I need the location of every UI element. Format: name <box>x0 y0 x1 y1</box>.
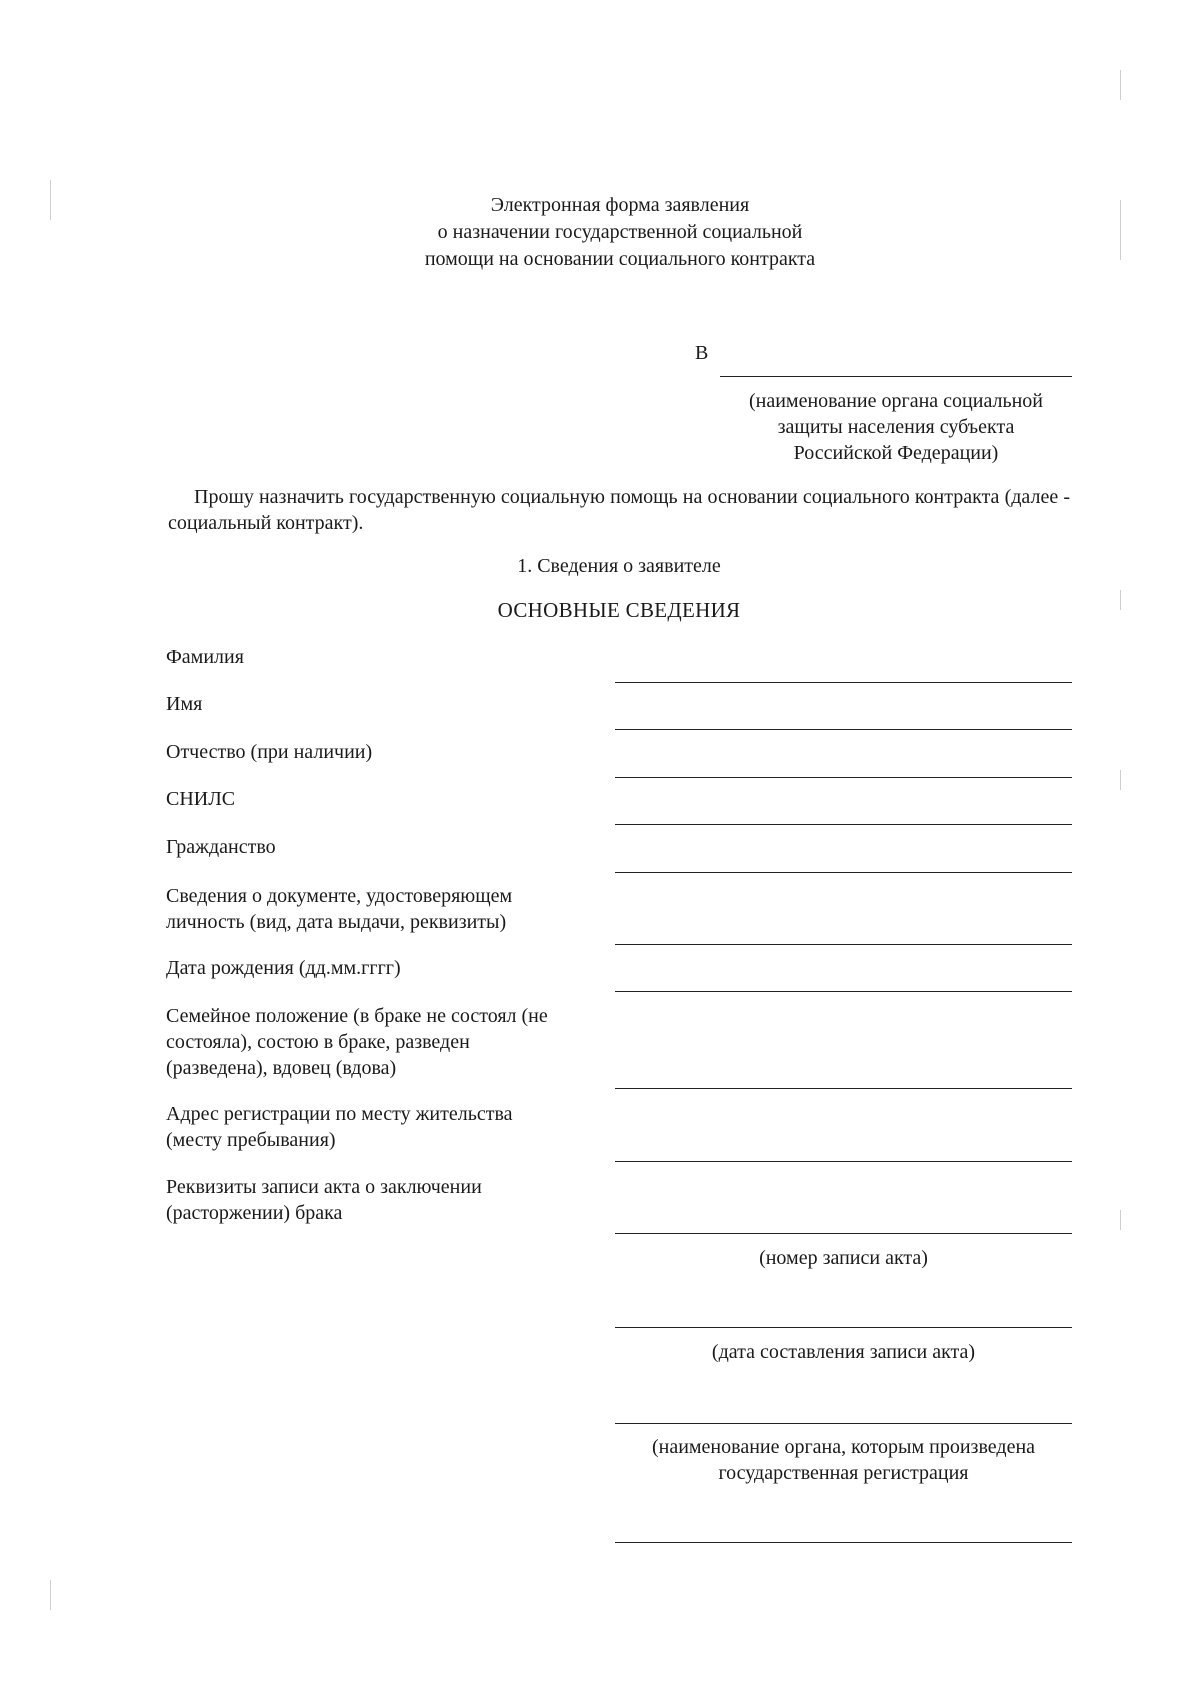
name-label: Имя <box>166 693 203 715</box>
addressee-caption-line: Российской Федерации) <box>793 442 999 464</box>
identity-doc-label <box>166 883 606 935</box>
scan-artifact <box>1120 590 1121 610</box>
registration-address-field[interactable] <box>615 1161 1072 1162</box>
registration-authority-field[interactable] <box>615 1423 1072 1424</box>
scan-artifact <box>1120 770 1121 790</box>
request-paragraph: Прошу назначить государственную социальную помощь на основании социального контракта (далее - социальный контракт). <box>168 486 1070 534</box>
addressee-fill-line[interactable] <box>720 376 1072 377</box>
scan-artifact <box>50 1580 51 1610</box>
form-title-line: помощи на основании социального контракта <box>424 248 816 270</box>
marital-status-field[interactable] <box>615 1088 1072 1089</box>
surname-field[interactable] <box>615 682 1072 683</box>
addressee-caption-line: защиты населения субъекта <box>777 416 1015 438</box>
form-title-line: Электронная форма заявления <box>490 194 750 216</box>
identity-doc-label-line: личность (вид, дата выдачи, реквизиты) <box>166 911 507 933</box>
birth-date-field[interactable] <box>615 991 1072 992</box>
addressee-caption-line: (наименование органа социальной <box>748 390 1044 412</box>
marital-status-label-line: состояла), состою в браке, разведен <box>166 1031 470 1053</box>
record-number-field[interactable] <box>615 1233 1072 1234</box>
birth-date-label: Дата рождения (дд.мм.гггг) <box>166 957 401 979</box>
scan-artifact <box>50 180 51 220</box>
snils-label: СНИЛС <box>166 788 236 810</box>
registration-authority-caption <box>615 1434 1072 1486</box>
registration-address-label <box>166 1101 606 1153</box>
marital-status-label-line: Семейное положение (в браке не состоял (не <box>166 1005 548 1027</box>
marriage-record-label <box>166 1174 606 1226</box>
marital-status-label <box>166 1003 606 1081</box>
addressee-caption <box>720 388 1072 466</box>
record-date-field[interactable] <box>615 1327 1072 1328</box>
registration-authority-caption-line: (наименование органа, которым произведена <box>651 1436 1036 1458</box>
citizenship-label: Гражданство <box>166 836 276 858</box>
section-heading: 1. Сведения о заявителе <box>517 555 721 577</box>
addressee-prefix: В <box>695 342 709 364</box>
name-field[interactable] <box>615 729 1072 730</box>
form-title-line: о назначении государственной социальной <box>437 221 803 243</box>
record-number-caption: (номер записи акта) <box>759 1247 928 1269</box>
registration-address-label-line: Адрес регистрации по месту жительства <box>166 1103 513 1125</box>
registration-authority-caption-line: государственная регистрация <box>718 1462 969 1484</box>
marital-status-label-line: (разведена), вдовец (вдова) <box>166 1057 397 1079</box>
registration-authority-extra-field[interactable] <box>615 1542 1072 1543</box>
registration-address-label-line: (месту пребывания) <box>166 1129 336 1151</box>
surname-label: Фамилия <box>166 646 244 668</box>
marriage-record-label-line: (расторжении) брака <box>166 1202 343 1224</box>
record-date-caption: (дата составления записи акта) <box>711 1341 976 1363</box>
scan-artifact <box>1120 1210 1121 1230</box>
identity-doc-label-line: Сведения о документе, удостоверяющем <box>166 885 513 907</box>
patronymic-label: Отчество (при наличии) <box>166 741 373 763</box>
identity-doc-field[interactable] <box>615 944 1072 945</box>
scan-artifact <box>1120 70 1121 100</box>
scan-artifact <box>1120 200 1121 260</box>
patronymic-field[interactable] <box>615 777 1072 778</box>
marriage-record-label-line: Реквизиты записи акта о заключении <box>166 1176 482 1198</box>
snils-field[interactable] <box>615 824 1072 825</box>
basic-info-heading: ОСНОВНЫЕ СВЕДЕНИЯ <box>497 598 741 622</box>
citizenship-field[interactable] <box>615 872 1072 873</box>
form-title <box>300 192 940 273</box>
